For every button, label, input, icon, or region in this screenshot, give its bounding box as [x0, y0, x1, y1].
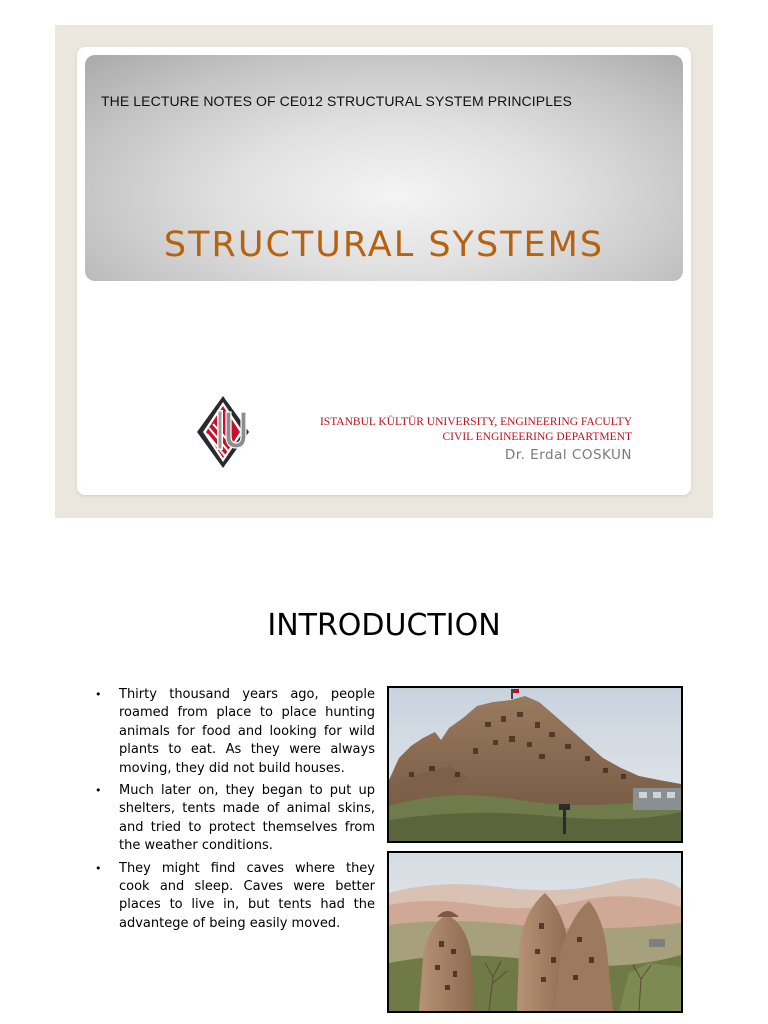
uchisar-castle-illustration [389, 688, 681, 841]
lecture-notes-header: THE LECTURE NOTES OF CE012 STRUCTURAL SYSTEM PRINCIPLES [101, 93, 572, 109]
bullet-marker: • [95, 688, 102, 701]
introduction-title: INTRODUCTION [267, 608, 501, 643]
bullet-item [95, 860, 375, 934]
iku-logo-icon [195, 394, 251, 470]
author-name: Dr. Erdal COSKUN [504, 447, 632, 463]
bullet-text: Thirty thousand years ago, people roamed from place to place hunting animals for food and looking for wild plants to eat. As they were always moving, they did not build houses. [119, 687, 375, 776]
bullet-item [95, 686, 375, 778]
affiliation [320, 415, 632, 445]
affiliation-university: ISTANBUL KÜLTÜR UNIVERSITY, ENGINEERING FACULTY [319, 416, 632, 428]
bullet-text: Much later on, they began to put up shelters, tents made of animal skins, and tried to protect themselves from the weather conditions. [119, 783, 375, 854]
bullet-marker: • [95, 861, 102, 875]
fairy-chimneys-illustration [389, 853, 681, 1011]
bullet-list [95, 686, 375, 937]
title-slide-card [77, 47, 691, 495]
uchisar-castle-photo [387, 686, 683, 843]
bullet-item [95, 782, 375, 856]
affiliation-department: CIVIL ENGINEERING DEPARTMENT [442, 431, 632, 443]
fairy-chimneys-photo [387, 851, 683, 1013]
slide-title: STRUCTURAL SYSTEMS [163, 225, 605, 265]
bullet-text: They might find caves where they cook and sleep. Caves were better places to live in, but tents had the advantege of being easily moved. [119, 860, 375, 931]
title-slide [55, 25, 713, 518]
title-band [85, 55, 683, 281]
bullet-marker: • [95, 784, 102, 798]
